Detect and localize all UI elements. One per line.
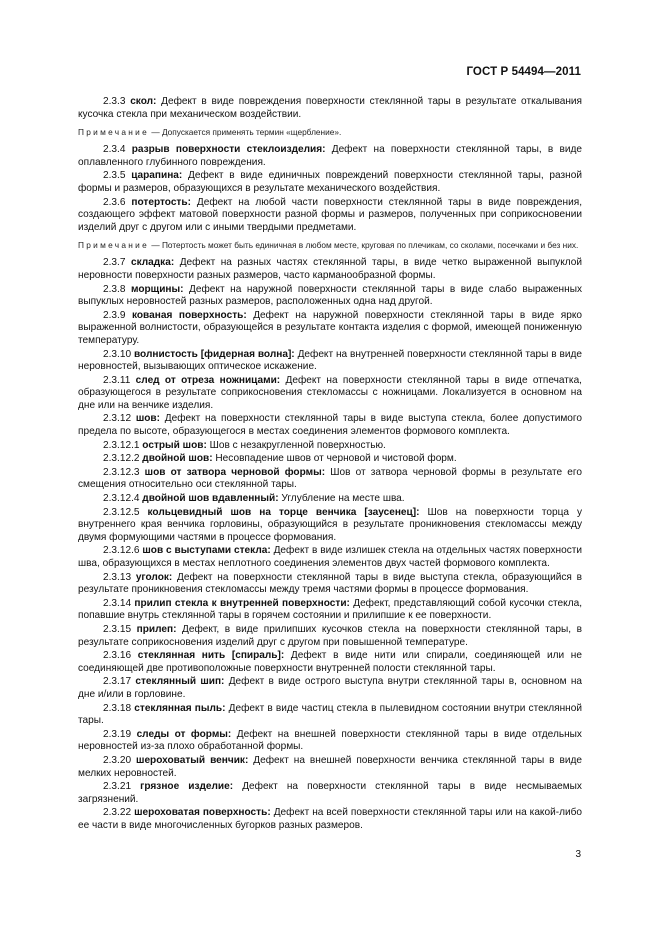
definition-text: Дефект на поверхности стеклянной тары в виде несмываемых загрязнений. bbox=[78, 781, 582, 805]
definition-text: Дефект на всей поверхности стеклянной тары или на какой-либо ее части в виде многочисленных бугорков разных размеров. bbox=[78, 807, 582, 831]
definition-text: Дефект в виде повреждения поверхности стеклянной тары в результате откалывания кусочка стекла при механическом воздействии. bbox=[78, 96, 583, 120]
definition-text: Углубление на месте шва. bbox=[281, 493, 405, 505]
definition-item bbox=[78, 572, 582, 597]
definition-item bbox=[78, 755, 582, 780]
term: потертость: bbox=[131, 196, 191, 208]
definition-item bbox=[78, 375, 582, 413]
definition-text: Дефект на внешней поверхности стеклянной тары в виде отдельных неровностей из-за плохо обработанной формы. bbox=[78, 728, 582, 753]
definition-text: Дефект на наружной поверхности стеклянной тары в виде слабо выраженных выпуклых неровностей разных размеров, расположенных одна над другой. bbox=[78, 283, 583, 308]
term: прилип стекла к внутренней поверхности: bbox=[134, 597, 350, 609]
item-number: 2.3.12.6 bbox=[103, 545, 140, 557]
term: прилеп: bbox=[136, 623, 177, 635]
term: шероховатый венчик: bbox=[136, 754, 249, 766]
definition-item bbox=[78, 703, 582, 728]
term: кованая поверхность: bbox=[131, 309, 247, 321]
item-number: 2.3.13 bbox=[103, 571, 132, 583]
term: след от отреза ножницами: bbox=[135, 374, 281, 386]
definition-item bbox=[78, 467, 582, 492]
definition-text: Дефект на внешней поверхности венчика стеклянной тары в виде мелких неровностей. bbox=[78, 754, 582, 779]
definition-text: Дефект на поверхности стеклянной тары, в виде оплавленного глубинного повреждения. bbox=[78, 144, 582, 168]
term: следы от формы: bbox=[136, 728, 232, 740]
item-number: 2.3.21 bbox=[103, 781, 132, 793]
item-number: 2.3.12.5 bbox=[103, 506, 140, 518]
term: шов от затвора черновой формы: bbox=[144, 466, 326, 478]
definition-text: Несовпадение швов от черновой и чистовой форм. bbox=[215, 453, 457, 465]
definition-text: Дефект в виде единичных повреждений поверхности стеклянной тары, разной формы и размеров, образующихся в результате механического воздействия. bbox=[78, 170, 582, 194]
definition-item bbox=[78, 170, 582, 195]
term: царапина: bbox=[131, 170, 183, 182]
definition-text: Дефект, в виде прилипших кусочков стекла на поверхности стеклянной тары, в результате соприкосновения изделий друг с другом при повышенной температуре. bbox=[78, 623, 582, 648]
note-lead: Примечание bbox=[78, 240, 150, 251]
item-number: 2.3.5 bbox=[103, 170, 126, 182]
definition-text: Шов на поверхности торца у внутреннего края венчика горловины, образующийся в результате проникновения стекломассы между двумя формующими частями в процессе формования. bbox=[78, 506, 583, 543]
term: уголок: bbox=[135, 571, 173, 583]
page-number: 3 bbox=[575, 849, 581, 860]
term: двойной шов вдавленный: bbox=[142, 493, 279, 505]
note-text: — Потертость может быть единичная в любом месте, круговая по плечикам, со сколами, посечками и без них. bbox=[151, 240, 579, 251]
term: двойной шов: bbox=[142, 453, 213, 465]
note-lead: Примечание bbox=[78, 127, 150, 138]
document-body bbox=[78, 96, 582, 832]
definition-text: Дефект в виде острого выступа внутри стеклянной тары в, основном на дне и/или в горловине. bbox=[78, 676, 583, 700]
item-number: 2.3.19 bbox=[103, 728, 132, 740]
term: шов: bbox=[135, 413, 160, 425]
definition-text: Дефект на внутренней поверхности стеклянной тары в виде неровностей, вызывающих оптическое искажение. bbox=[78, 348, 582, 373]
term: стеклянная пыль: bbox=[134, 702, 226, 714]
item-number: 2.3.12.1 bbox=[103, 439, 140, 451]
term: острый шов: bbox=[142, 439, 207, 451]
item-number: 2.3.12.2 bbox=[103, 453, 140, 465]
definition-item bbox=[78, 676, 582, 701]
definition-item bbox=[78, 453, 582, 466]
note bbox=[78, 127, 582, 138]
definition-text: Дефект на поверхности стеклянной тары в виде выступа стекла, образующийся в результате проникновения стекломассы между тремя частями формы в процессе формования. bbox=[78, 571, 582, 596]
definition-item bbox=[78, 650, 582, 675]
definition-item bbox=[78, 197, 582, 235]
definition-item bbox=[78, 257, 582, 282]
item-number: 2.3.22 bbox=[103, 807, 132, 819]
term: грязное изделие: bbox=[140, 781, 234, 793]
definition-item bbox=[78, 781, 582, 806]
item-number: 2.3.11 bbox=[103, 374, 131, 386]
term: морщины: bbox=[131, 283, 184, 295]
term: стеклянный шип: bbox=[135, 676, 225, 688]
definition-text: Дефект в виде излишек стекла на отдельных частях поверхности шва, образующихся в местах неплотного соединения элементов двух частей формового комплекта. bbox=[78, 545, 582, 569]
item-number: 2.3.3 bbox=[103, 96, 126, 107]
term: шов с выступами стекла: bbox=[142, 545, 271, 557]
definition-item bbox=[78, 598, 582, 623]
definition-item bbox=[78, 440, 582, 453]
definition-item bbox=[78, 624, 582, 649]
term: кольцевидный шов на торце венчика [заусенец]: bbox=[147, 506, 420, 518]
note-text: — Допускается применять термин «щербление». bbox=[151, 127, 342, 138]
item-number: 2.3.20 bbox=[103, 754, 132, 766]
definition-text: Дефект в виде частиц стекла в пылевидном состоянии внутри стеклянной тары. bbox=[78, 702, 582, 727]
term: стеклянная нить [спираль]: bbox=[137, 650, 285, 662]
item-number: 2.3.14 bbox=[103, 597, 132, 609]
item-number: 2.3.17 bbox=[103, 676, 132, 688]
definition-text: Шов от затвора черновой формы в результате его смещения относительно оси стеклянной тары. bbox=[78, 466, 582, 491]
definition-item bbox=[78, 284, 582, 309]
definition-item bbox=[78, 507, 582, 545]
item-number: 2.3.12 bbox=[103, 413, 132, 425]
definition-text: Шов с незакругленной поверхностью. bbox=[209, 439, 386, 451]
definition-text: Дефект в виде нити или спирали, соединяющей или не соединяющей две противоположные поверхности внутренней полости стеклянной тары. bbox=[78, 650, 582, 674]
item-number: 2.3.4 bbox=[103, 144, 126, 156]
term: разрыв поверхности стеклоизделия: bbox=[131, 144, 326, 156]
item-number: 2.3.12.4 bbox=[103, 493, 140, 505]
definition-item bbox=[78, 545, 582, 570]
item-number: 2.3.10 bbox=[103, 348, 132, 360]
definition-item bbox=[78, 310, 582, 348]
item-number: 2.3.9 bbox=[103, 309, 126, 321]
item-number: 2.3.8 bbox=[103, 283, 126, 295]
term: скол: bbox=[130, 96, 157, 107]
standard-header: ГОСТ Р 54494—2011 bbox=[466, 66, 581, 78]
item-number: 2.3.16 bbox=[103, 650, 132, 662]
item-number: 2.3.7 bbox=[103, 257, 126, 269]
definition-text: Дефект на наружной поверхности стеклянной тары в виде ярко выраженной волнистости, образующейся в результате контакта изделия с формой, имеющей пониженную температуру. bbox=[78, 309, 582, 346]
definition-item bbox=[78, 144, 582, 169]
definition-text: Дефект на разных частях стеклянной тары, в виде четко выраженной выпуклой неровности поверхности разных размеров, часто карманообразной формы. bbox=[78, 257, 582, 281]
term: шероховатая поверхность: bbox=[134, 807, 271, 819]
term: волнистость [фидерная волна]: bbox=[133, 348, 295, 360]
definition-text: Дефект на поверхности стеклянной тары в виде выступа стекла, более допустимого предела по высоте, образующегося в местах соединения элементов формового комплекта. bbox=[78, 413, 582, 438]
item-number: 2.3.6 bbox=[103, 196, 126, 208]
item-number: 2.3.18 bbox=[103, 702, 132, 714]
term: складка: bbox=[130, 257, 175, 269]
definition-item bbox=[78, 493, 582, 506]
definition-text: Дефект, представляющий собой кусочки стекла, попавшие внутрь стеклянной тары в горячем состоянии и прилипшие к ее поверхности. bbox=[78, 597, 583, 622]
definition-item bbox=[78, 729, 582, 754]
definition-item bbox=[78, 96, 582, 121]
definition-text: Дефект на любой части поверхности стеклянной тары в виде повреждения, создающего эффект матовой поверхности разной формы и размеров, полученных при соприкосновении изделий друг с другом или с иными твердыми предметами. bbox=[78, 196, 583, 233]
definition-text: Дефект на поверхности стеклянной тары в виде отпечатка, образующегося в результате соприкосновения стекломассы с ножницами. Локализуется в основном на дне или на венчике изделия. bbox=[78, 374, 582, 411]
note bbox=[78, 240, 582, 251]
definition-item bbox=[78, 413, 582, 438]
item-number: 2.3.12.3 bbox=[103, 466, 140, 478]
definition-item bbox=[78, 807, 582, 832]
definition-item bbox=[78, 349, 582, 374]
item-number: 2.3.15 bbox=[103, 623, 132, 635]
